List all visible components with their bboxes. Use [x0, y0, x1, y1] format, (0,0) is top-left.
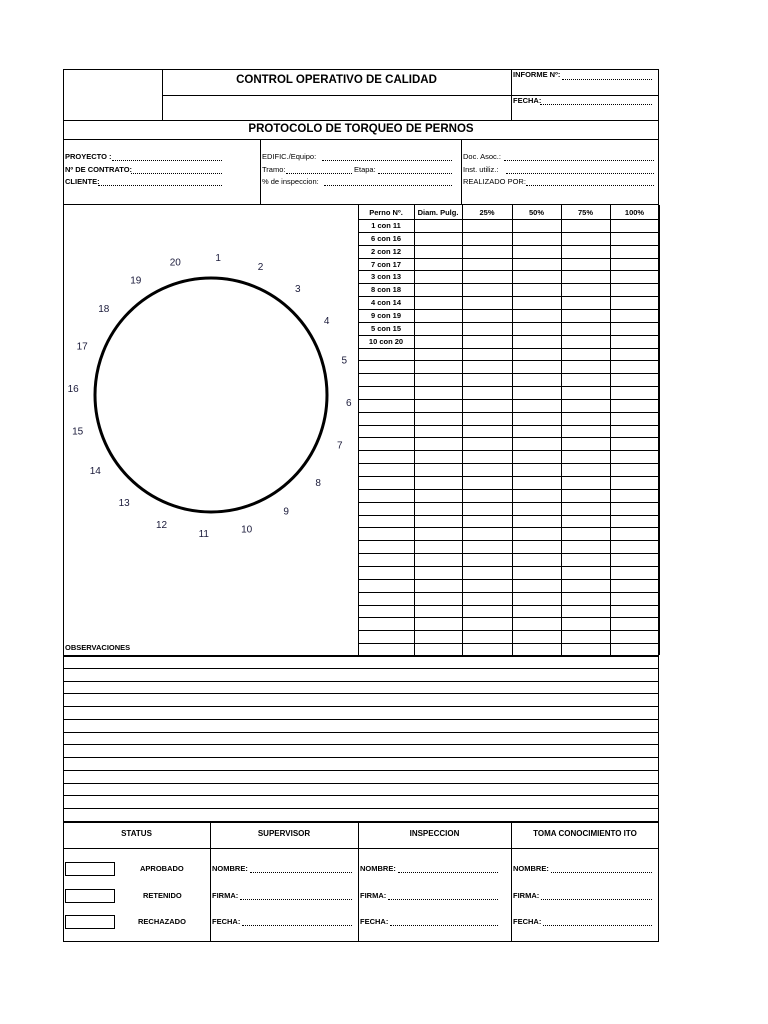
table-row[interactable]	[358, 450, 659, 451]
bolt-number-label: 11	[198, 528, 209, 540]
bolt-number-label: 15	[72, 426, 84, 438]
table-col-line	[659, 205, 660, 655]
table-row[interactable]	[358, 463, 659, 464]
footer-header-line	[63, 848, 659, 849]
bolt-number-label: 18	[98, 304, 110, 316]
aprobado-checkbox[interactable]	[65, 862, 115, 876]
fecha-label: FECHA:	[513, 96, 542, 105]
table-row[interactable]	[358, 527, 659, 528]
table-col-line	[610, 205, 611, 655]
bolt-number-label: 17	[76, 341, 88, 353]
table-row-label: 7 con 17	[370, 259, 401, 269]
bolt-number-label: 4	[323, 315, 330, 327]
table-row[interactable]	[358, 373, 659, 374]
table-row-label: 8 con 18	[370, 285, 401, 295]
bolt-pattern-diagram	[64, 205, 358, 655]
table-row[interactable]	[358, 335, 659, 336]
table-row[interactable]	[358, 296, 659, 297]
table-row[interactable]	[358, 232, 659, 233]
info-divider-1	[260, 139, 261, 204]
table-row[interactable]	[358, 592, 659, 593]
table-header-cell: 75%	[577, 208, 593, 217]
table-header-line	[358, 219, 659, 220]
bolt-number-label: 8	[315, 477, 321, 489]
tramo-field[interactable]	[286, 173, 352, 174]
table-row[interactable]	[358, 476, 659, 477]
inspeccion-firma-field[interactable]	[388, 899, 498, 900]
table-row[interactable]	[358, 399, 659, 400]
realizado-por-label: REALIZADO POR:	[463, 177, 526, 186]
inspeccion-fecha-label: FECHA:	[360, 917, 389, 926]
ito-nombre-field[interactable]	[551, 872, 652, 873]
etapa-field[interactable]	[378, 173, 452, 174]
table-row[interactable]	[358, 605, 659, 606]
edific-field[interactable]	[322, 160, 452, 161]
table-row[interactable]	[358, 540, 659, 541]
table-row[interactable]	[358, 283, 659, 284]
table-header-cell: Perno Nº.	[369, 208, 403, 217]
table-row[interactable]	[358, 258, 659, 259]
table-row[interactable]	[358, 245, 659, 246]
inspeccion-fecha-field[interactable]	[390, 925, 498, 926]
table-row[interactable]	[358, 579, 659, 580]
supervisor-nombre-field[interactable]	[250, 872, 352, 873]
inspeccion-nombre-field[interactable]	[398, 872, 498, 873]
bolt-circle	[95, 278, 327, 512]
observaciones-line[interactable]	[63, 668, 659, 669]
informe-label: INFORME Nº:	[513, 70, 561, 79]
table-row-label: 4 con 14	[370, 298, 401, 308]
supervisor-firma-label: FIRMA:	[212, 891, 239, 900]
observaciones-line[interactable]	[63, 681, 659, 682]
table-col-line	[561, 205, 562, 655]
cliente-field[interactable]	[98, 185, 222, 186]
table-row[interactable]	[358, 437, 659, 438]
observaciones-label: OBSERVACIONES	[65, 643, 131, 652]
header-mid-line	[162, 95, 659, 96]
table-row[interactable]	[358, 412, 659, 413]
inspeccion-nombre-label: NOMBRE:	[360, 864, 396, 873]
tramo-label: Tramo:	[262, 165, 286, 174]
footer-divider-1	[210, 821, 211, 942]
footer-divider-3	[511, 821, 512, 942]
supervisor-nombre-label: NOMBRE:	[212, 864, 248, 873]
table-row[interactable]	[358, 617, 659, 618]
table-row-label: 2 con 12	[370, 246, 401, 256]
ito-header: TOMA CONOCIMIENTO ITO	[533, 829, 637, 838]
bolt-number-label: 9	[283, 506, 289, 518]
rechazado-checkbox[interactable]	[65, 915, 115, 929]
contrato-label: Nº DE CONTRATO:	[65, 165, 133, 174]
observaciones-line[interactable]	[63, 744, 659, 745]
informe-field[interactable]	[562, 79, 652, 80]
retenido-label: RETENIDO	[143, 891, 182, 900]
observaciones-line[interactable]	[63, 693, 659, 694]
table-row[interactable]	[358, 553, 659, 554]
footer-top-line	[63, 821, 659, 823]
table-row[interactable]	[358, 425, 659, 426]
bolt-number-label: 10	[241, 524, 253, 536]
retenido-checkbox[interactable]	[65, 889, 115, 903]
table-row-label: 6 con 16	[370, 233, 401, 243]
inst-utiliz-label: Inst. utiliz.:	[463, 165, 499, 174]
contrato-field[interactable]	[131, 173, 222, 174]
bolt-number-label: 6	[346, 398, 352, 410]
table-header-cell: 25%	[479, 208, 495, 217]
table-row[interactable]	[358, 309, 659, 310]
rechazado-label: RECHAZADO	[138, 917, 186, 926]
info-divider-2	[461, 139, 462, 204]
bolt-number-label: 16	[67, 383, 79, 395]
supervisor-fecha-field[interactable]	[242, 925, 352, 926]
observaciones-line[interactable]	[63, 732, 659, 733]
aprobado-label: APROBADO	[140, 864, 184, 873]
table-row-label: 9 con 19	[370, 310, 401, 320]
edific-label: EDIFIC./Equipo:	[262, 152, 317, 161]
bolt-number-label: 14	[89, 466, 101, 478]
table-header-cell: Diam. Pulg.	[417, 208, 459, 217]
inst-utiliz-field[interactable]	[506, 173, 654, 174]
cliente-label: CLIENTE:	[65, 177, 100, 186]
observaciones-line[interactable]	[63, 770, 659, 771]
table-row[interactable]	[358, 386, 659, 387]
table-row[interactable]	[358, 630, 659, 631]
observaciones-line[interactable]	[63, 706, 659, 707]
proyecto-label: PROYECTO :	[65, 152, 112, 161]
table-row-label: 3 con 13	[370, 272, 401, 282]
subtitle-bottom-line	[63, 139, 659, 140]
form-title: CONTROL OPERATIVO DE CALIDAD	[236, 74, 437, 86]
table-row[interactable]	[358, 643, 659, 644]
ito-nombre-label: NOMBRE:	[513, 864, 549, 873]
doc-asoc-label: Doc. Asoc.:	[463, 152, 501, 161]
table-row[interactable]	[358, 566, 659, 567]
bolt-number-label: 20	[169, 257, 181, 269]
table-row[interactable]	[358, 348, 659, 349]
observaciones-line[interactable]	[63, 719, 659, 720]
observaciones-line[interactable]	[63, 757, 659, 758]
bolt-number-label: 12	[155, 519, 168, 531]
observaciones-line[interactable]	[63, 783, 659, 784]
bolt-number-label: 1	[215, 253, 221, 265]
inspeccion-pct-label: % de inspeccion:	[262, 177, 319, 186]
ito-firma-field[interactable]	[541, 899, 652, 900]
fecha-field[interactable]	[540, 104, 652, 105]
ito-fecha-field[interactable]	[543, 925, 652, 926]
inspeccion-header: INSPECCION	[409, 829, 460, 838]
bolt-number-label: 2	[257, 262, 264, 274]
status-header: STATUS	[121, 829, 152, 838]
header-bottom-line	[63, 120, 659, 121]
observaciones-top-line	[63, 655, 659, 657]
table-header-cell: 100%	[624, 208, 645, 217]
bolt-number-label: 19	[130, 275, 142, 287]
supervisor-firma-field[interactable]	[240, 899, 352, 900]
table-header-cell: 50%	[528, 208, 544, 217]
supervisor-fecha-label: FECHA:	[212, 917, 241, 926]
footer-divider-2	[358, 821, 359, 942]
table-row-label: 5 con 15	[370, 323, 401, 333]
inspeccion-pct-field[interactable]	[324, 185, 452, 186]
proyecto-field[interactable]	[112, 160, 222, 161]
table-row[interactable]	[358, 489, 659, 490]
observaciones-line[interactable]	[63, 795, 659, 796]
table-col-line	[512, 205, 513, 655]
table-col-line	[414, 205, 415, 655]
form-subtitle: PROTOCOLO DE TORQUEO DE PERNOS	[248, 123, 474, 135]
ito-firma-label: FIRMA:	[513, 891, 540, 900]
table-row-label: 10 con 20	[368, 336, 404, 346]
table-row[interactable]	[358, 515, 659, 516]
bolt-number-label: 7	[337, 440, 343, 452]
table-col-line	[462, 205, 463, 655]
bolt-number-label: 5	[341, 355, 348, 367]
table-row-label: 1 con 11	[371, 221, 401, 230]
ito-fecha-label: FECHA:	[513, 917, 542, 926]
supervisor-header: SUPERVISOR	[257, 829, 311, 838]
table-row[interactable]	[358, 322, 659, 323]
bolt-number-label: 3	[295, 283, 301, 295]
inspeccion-firma-label: FIRMA:	[360, 891, 387, 900]
doc-asoc-field[interactable]	[504, 160, 654, 161]
table-row[interactable]	[358, 270, 659, 271]
table-row[interactable]	[358, 360, 659, 361]
observaciones-line[interactable]	[63, 808, 659, 809]
realizado-por-field[interactable]	[526, 185, 654, 186]
bolt-number-label: 13	[118, 498, 130, 510]
etapa-label: Etapa:	[354, 165, 376, 174]
table-row[interactable]	[358, 502, 659, 503]
